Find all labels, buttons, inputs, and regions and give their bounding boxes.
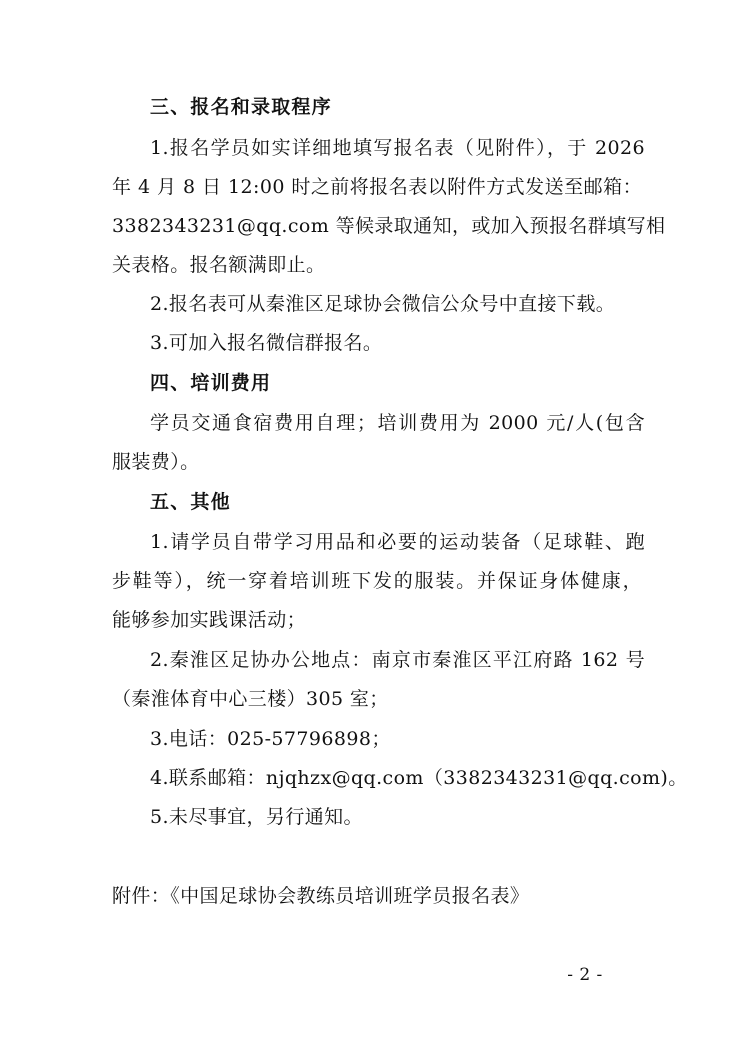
section-heading-registration: 三、报名和录取程序 bbox=[150, 96, 332, 118]
paragraph-line: 2.报名表可从秦淮区足球协会微信公众号中直接下载。 bbox=[150, 293, 616, 315]
paragraph-line: 服装费）。 bbox=[112, 451, 200, 473]
paragraph-line: 2.秦淮区足协办公地点：南京市秦淮区平江府路 162 号 bbox=[150, 649, 645, 671]
email-line: 4.联系邮箱：njqhzx@qq.com（3382343231@qq.com)。 bbox=[150, 767, 688, 789]
paragraph-line: 关表格。报名额满即止。 bbox=[112, 254, 326, 276]
phone-line: 3.电话：025-57796898； bbox=[150, 728, 391, 750]
paragraph-line: 3382343231@qq.com 等候录取通知，或加入预报名群填写相 bbox=[112, 215, 666, 237]
paragraph-line: 能够参加实践课活动； bbox=[112, 609, 307, 631]
attachment-note: 附件：《中国足球协会教练员培训班学员报名表》 bbox=[112, 885, 530, 907]
page-number: - 2 - bbox=[567, 965, 603, 985]
paragraph-line: 5.未尽事宜，另行通知。 bbox=[150, 806, 363, 828]
paragraph-line: 3.可加入报名微信群报名。 bbox=[150, 332, 383, 354]
paragraph-line: 步鞋等），统一穿着培训班下发的服装。并保证身体健康， bbox=[112, 570, 642, 592]
paragraph-line: 年 4 月 8 日 12:00 时之前将报名表以附件方式发送至邮箱： bbox=[112, 176, 642, 198]
section-heading-other: 五、其他 bbox=[150, 491, 231, 513]
paragraph-line: 1.报名学员如实详细地填写报名表（见附件），于 2026 bbox=[150, 137, 645, 159]
paragraph-line: 学员交通食宿费用自理；培训费用为 2000 元/人(包含 bbox=[150, 412, 645, 434]
section-heading-fees: 四、培训费用 bbox=[150, 372, 272, 394]
paragraph-line: 1.请学员自带学习用品和必要的运动装备（足球鞋、跑 bbox=[150, 531, 645, 553]
paragraph-line: （秦淮体育中心三楼）305 室； bbox=[112, 688, 389, 710]
